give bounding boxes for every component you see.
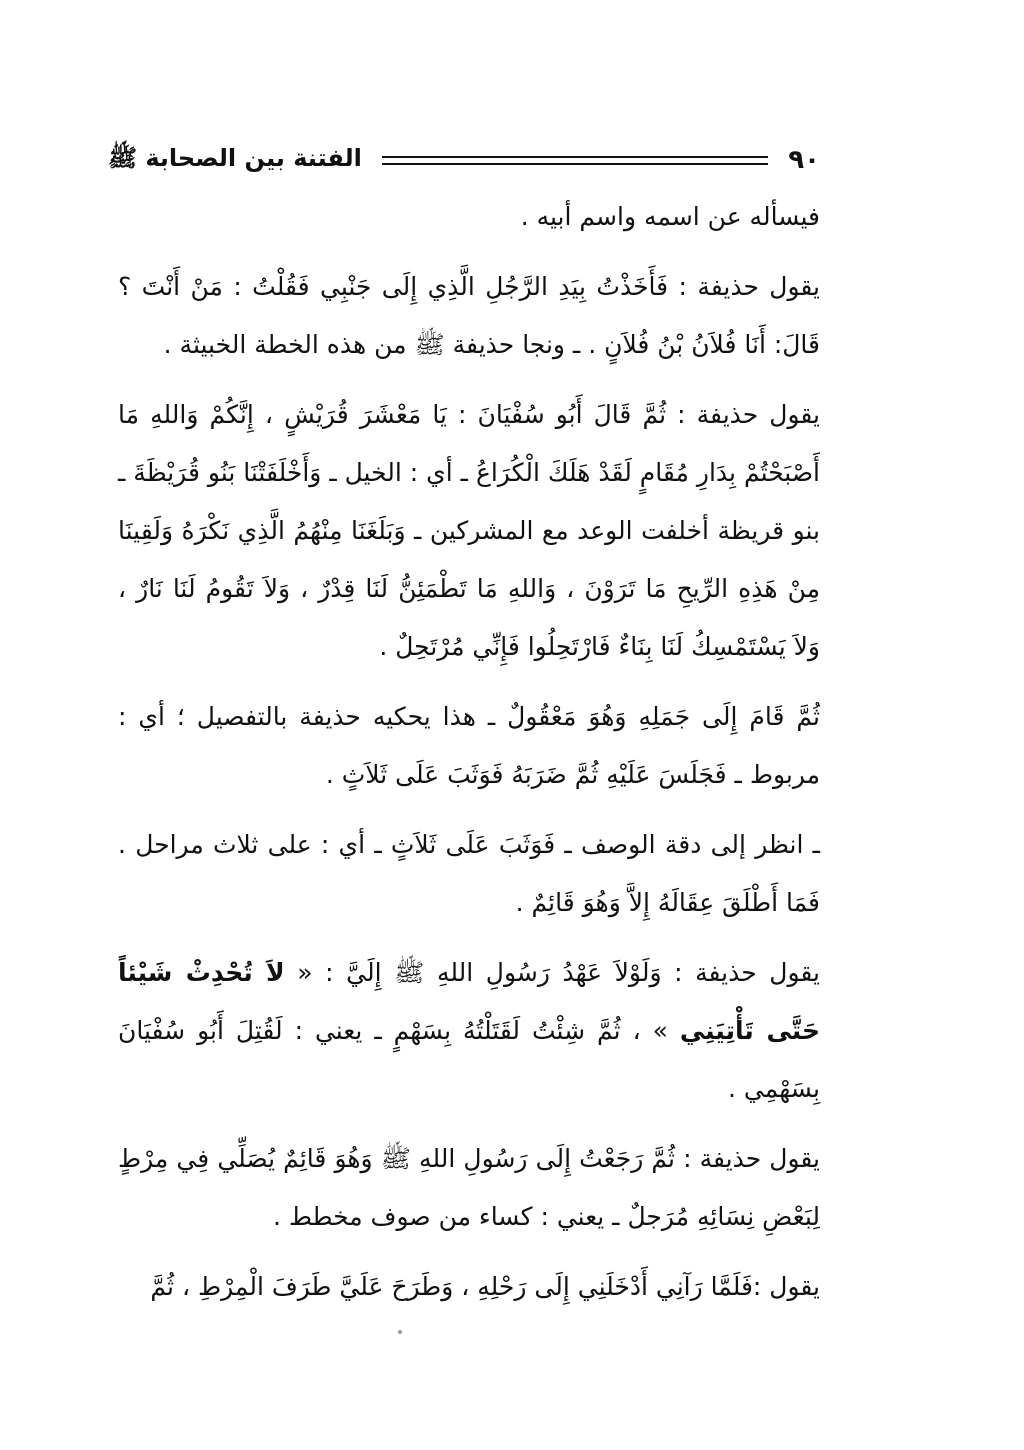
header-rule [382,156,768,165]
body-text [118,188,820,1328]
paragraph-6-after: » ، ثُمَّ شِئْتُ لَقَتَلْتُهُ بِسَهْمٍ ـ يعني : لَقُتِلَ أَبُو سُفْيَانَ بِسَهْمِي . [118,1016,820,1103]
paragraph-1: فيسأله عن اسمه واسم أبيه . [520,202,820,231]
page-header [108,140,820,180]
paragraph-3: يقول حذيفة : ثُمَّ قَالَ أَبُو سُفْيَانَ : يَا مَعْشَرَ قُرَيْشٍ ، إِنَّكُمْ وَاللهِ مَا أَصْبَحْتُمْ بِدَارِ مُقَامٍ لَقَدْ هَلَكَ الْكُرَاعُ ـ أي : الخيل ـ وَأَخْلَفَتْنَا بَنُو قُرَيْظَةَ ـ بنو قريظة أخلفت الوعد مع المشركين ـ وَبَلَغَنَا مِنْهُمُ الَّذِي نَكْرَهُ وَلَقِينَا مِنْ هَذِهِ الرِّيحِ مَا تَرَوْنَ ، وَاللهِ مَا تَطْمَئِنُّ لَنَا قِدْرٌ ، وَلاَ تَقُومُ لَنَا نَارٌ ، وَلاَ يَسْتَمْسِكُ لَنَا بِنَاءٌ فَارْتَحِلُوا فَإِنِّي مُرْتَحِلٌ . [118,400,820,661]
paragraph-5: ـ انظر إلى دقة الوصف ـ فَوَثَبَ عَلَى ثَلاَثٍ ـ أي : على ثلاث مراحل . فَمَا أَطْلَقَ عِقَالَهُ إِلاَّ وَهُوَ قَائِمٌ . [118,830,820,917]
paragraph-7: يقول حذيفة : ثُمَّ رَجَعْتُ إِلَى رَسُولِ اللهِ ﷺ وَهُوَ قَائِمٌ يُصَلِّي فِي مِرْطٍ لِبَعْضِ نِسَائِهِ مُرَجلٌ ـ يعني : كساء من صوف مخطط . [118,1144,820,1231]
scan-speck [398,1330,402,1334]
paragraph-8: يقول :فَلَمَّا رَآنِي أَدْخَلَنِي إِلَى رَحْلِهِ ، وَطَرَحَ عَلَيَّ طَرَفَ الْمِرْطِ ، ثُمَّ [150,1272,820,1301]
running-title: الفتنة بين الصحابة ﷺ [108,143,362,172]
paragraph-4: ثُمَّ قَامَ إِلَى جَمَلِهِ وَهُوَ مَعْقُولٌ ـ هذا يحكيه حذيفة بالتفصيل ؛ أي : مربوط ـ فَجَلَسَ عَلَيْهِ ثُمَّ ضَرَبَهُ فَوَثَبَ عَلَى ثَلاَثٍ . [118,702,820,789]
paragraph-6 [118,944,820,1118]
paragraph-6-before: يقول حذيفة : وَلَوْلاَ عَهْدُ رَسُولِ اللهِ ﷺ إِلَيَّ : « [284,958,820,987]
paragraph-2: يقول حذيفة : فَأَخَذْتُ بِيَدِ الرَّجُلِ الَّذِي إِلَى جَنْبِي فَقُلْتُ : مَنْ أَنْتَ ؟ قَالَ: أَنَا فُلاَنُ بْنُ فُلاَنٍ . ـ ونجا حذيفة ﷺ من هذه الخطة الخبيثة . [118,272,820,359]
page-number: ٩٠ [788,145,820,175]
hadith-quote: لاَ تُحْدِثْ شَيْئاً حَتَّى تَأْتِيَنِي [118,958,820,1045]
